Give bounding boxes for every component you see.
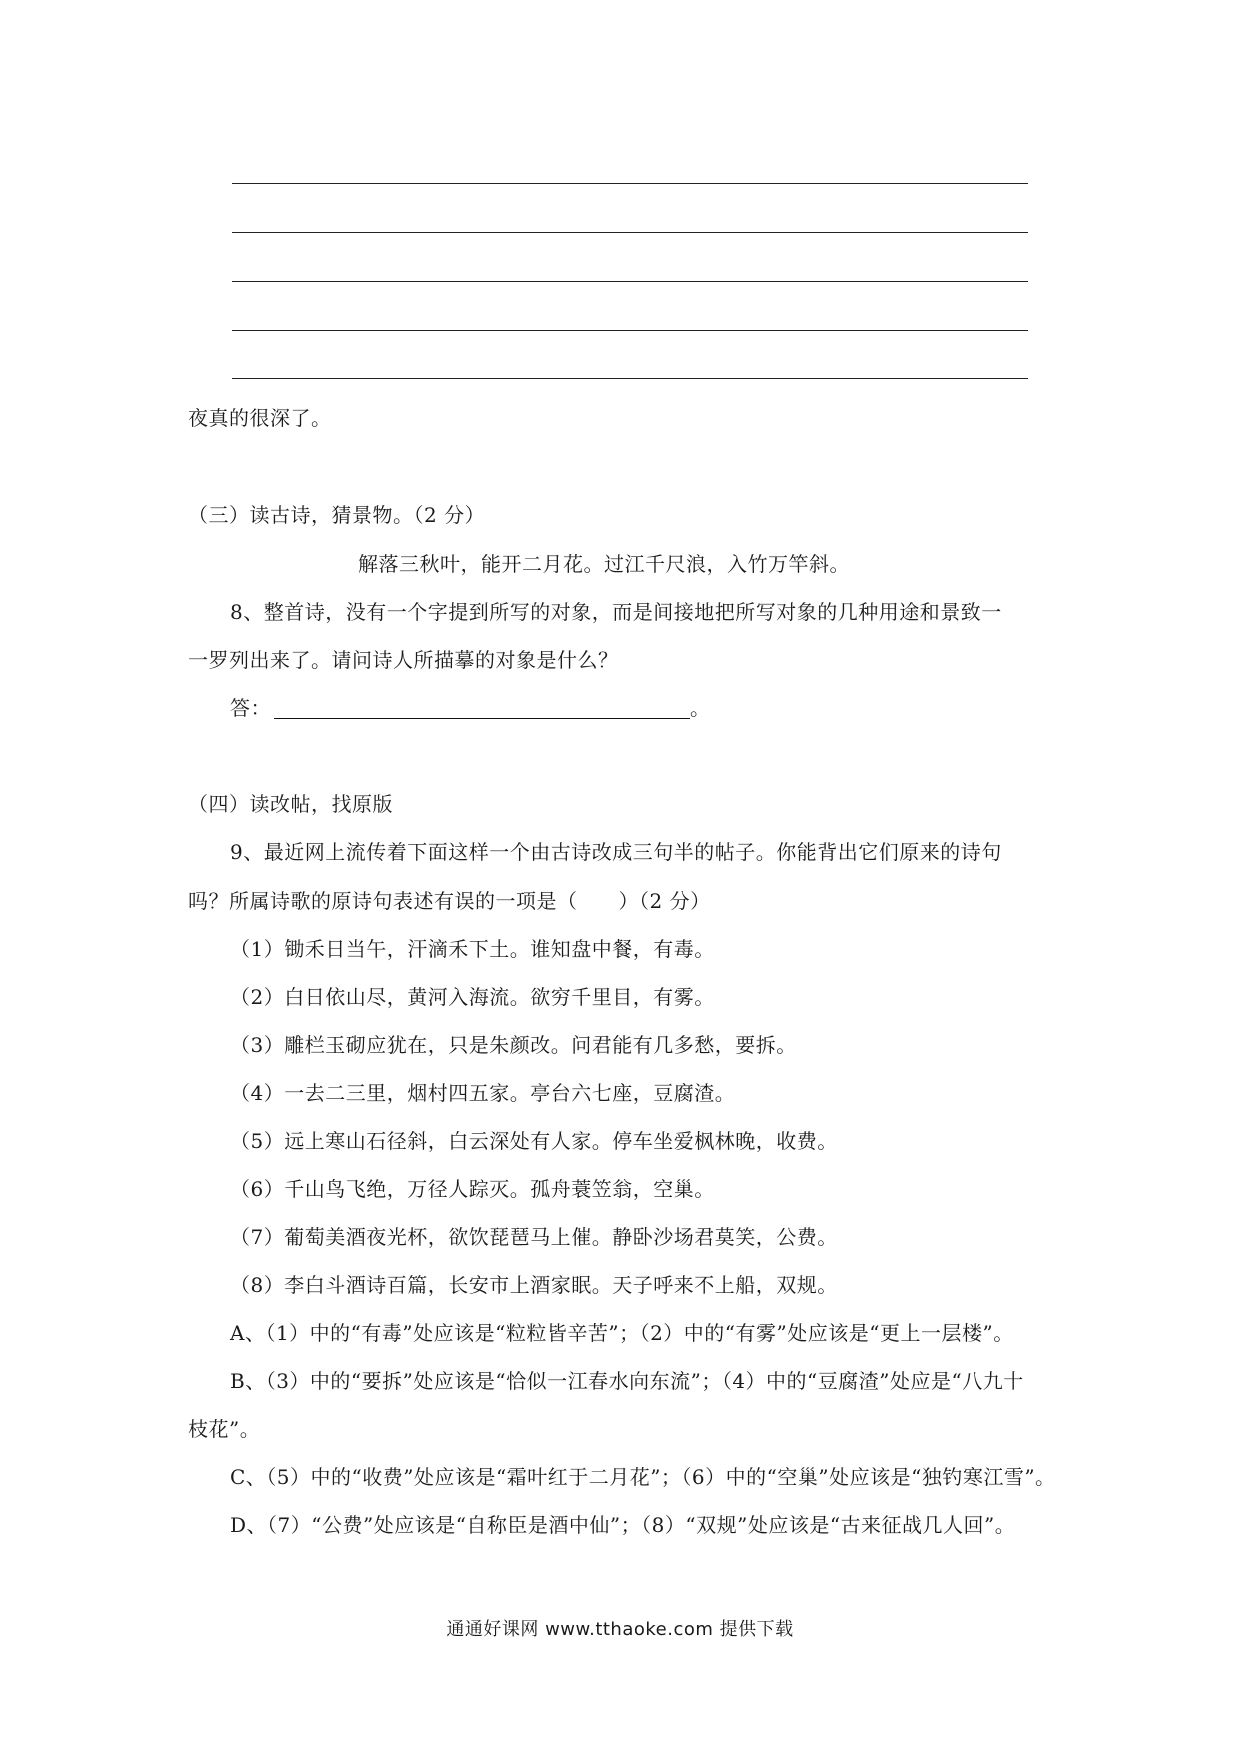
- answer-blank[interactable]: [274, 718, 690, 719]
- section4-heading: （四）读改帖，找原版: [188, 792, 393, 816]
- writing-line: [232, 183, 1028, 184]
- option-c: C、（5）中的“收费”处应该是“霜叶红于二月花”；（6）中的“空巢”处应该是“独钓寒江雪”。: [230, 1465, 1056, 1489]
- q9-line-2: 吗？所属诗歌的原诗句表述有误的一项是（ ）（2 分）: [188, 889, 711, 913]
- answer-end: 。: [690, 696, 711, 720]
- q9-line-1: 9、最近网上流传着下面这样一个由古诗改成三句半的帖子。你能背出它们原来的诗句: [230, 840, 1002, 864]
- writing-line: [232, 330, 1028, 331]
- list-item: （6）千山鸟飞绝，万径人踪灭。孤舟蓑笠翁，空巢。: [230, 1177, 715, 1201]
- list-item: （3）雕栏玉砌应犹在，只是朱颜改。问君能有几多愁，要拆。: [230, 1033, 797, 1057]
- option-d: D、（7）“公费”处应该是“自称臣是酒中仙”；（8）“双规”处应该是“古来征战几人回”。: [230, 1513, 1016, 1537]
- continuation-text: 夜真的很深了。: [188, 406, 332, 430]
- list-item: （7）葡萄美酒夜光杯，欲饮琵琶马上催。静卧沙场君莫笑，公费。: [230, 1225, 838, 1249]
- section3-heading: （三）读古诗，猜景物。（2 分）: [188, 503, 486, 527]
- list-item: （8）李白斗酒诗百篇，长安市上酒家眠。天子呼来不上船，双规。: [230, 1273, 838, 1297]
- list-item: （2）白日依山尽，黄河入海流。欲穷千里目，有雾。: [230, 985, 715, 1009]
- writing-line: [232, 281, 1028, 282]
- writing-line: [232, 232, 1028, 233]
- list-item: （1）锄禾日当午，汗滴禾下土。谁知盘中餐，有毒。: [230, 937, 715, 961]
- list-item: （5）远上寒山石径斜，白云深处有人家。停车坐爱枫林晚，收费。: [230, 1129, 838, 1153]
- option-b-line-1: B、（3）中的“要拆”处应该是“恰似一江春水向东流”；（4）中的“豆腐渣”处应是“八九十: [230, 1369, 1024, 1393]
- q8-line-2: 一罗列出来了。请问诗人所描摹的对象是什么？: [188, 648, 619, 672]
- poem-text: 解落三秋叶，能开二月花。过江千尺浪，入竹万竿斜。: [358, 552, 850, 576]
- q8-line-1: 8、整首诗，没有一个字提到所写的对象，而是间接地把所写对象的几种用途和景致一: [230, 600, 1002, 624]
- option-a: A、（1）中的“有毒”处应该是“粒粒皆辛苦”；（2）中的“有雾”处应该是“更上一层楼”。: [230, 1321, 1014, 1345]
- option-b-line-2: 枝花”。: [188, 1417, 261, 1441]
- writing-line: [232, 378, 1028, 379]
- page-footer: 通通好课网 www.tthaoke.com 提供下载: [446, 1619, 794, 1640]
- list-item: （4）一去二三里，烟村四五家。亭台六七座，豆腐渣。: [230, 1081, 736, 1105]
- answer-label: 答：: [230, 696, 271, 720]
